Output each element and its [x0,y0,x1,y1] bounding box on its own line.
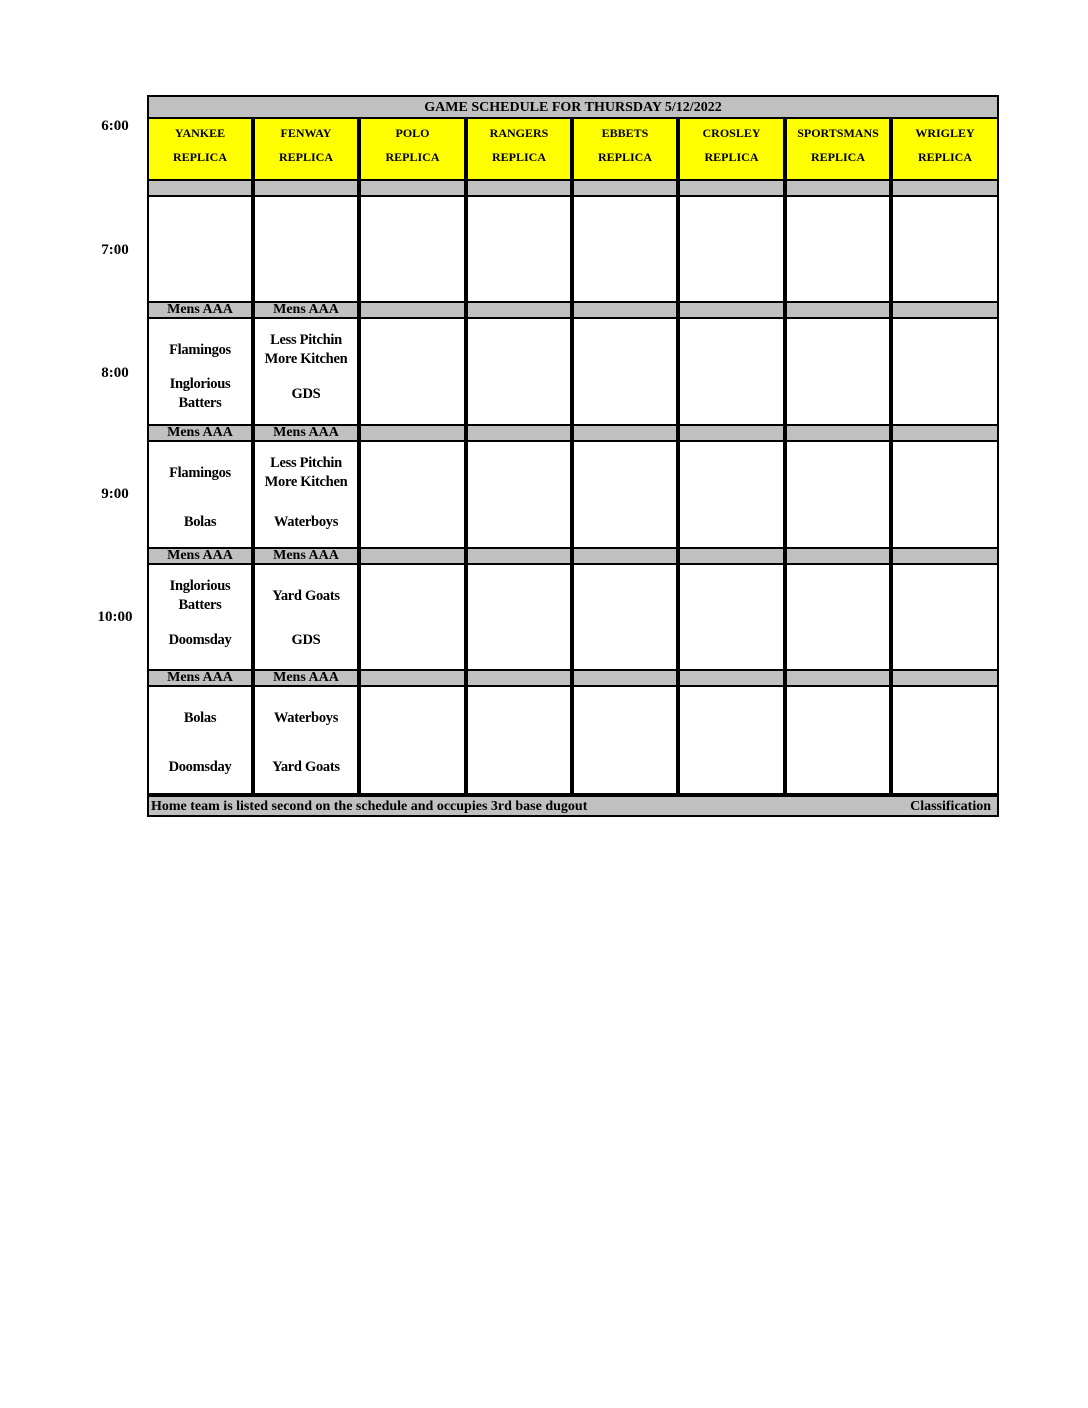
classification-cell [678,181,785,197]
game-cell [678,319,785,426]
game-cell [785,565,891,671]
field-type: REPLICA [491,150,546,164]
away-team: Flamingos [169,342,231,358]
away-team: Flamingos [169,465,231,481]
game-cell [678,197,785,303]
classification-cell [785,671,891,687]
classification-cell: Mens AAA [147,549,253,565]
game-cell [253,197,359,303]
time-label: 9:00 [101,486,129,502]
classification-cell [466,426,572,442]
game-cell [253,565,359,671]
away-team: Less Pitchin More Kitchen [264,455,348,490]
classification-cell [359,303,466,319]
away-team: Less Pitchin More Kitchen [264,332,348,367]
home-team-note: Home team is listed second on the schedule and occupies 3rd base dugout [151,799,588,814]
classification-band [147,549,999,565]
game-cell [147,319,253,426]
game-cell [785,687,891,795]
classification-band [147,181,999,197]
away-team: Waterboys [273,710,339,726]
classification-cell [572,181,678,197]
game-cell [359,565,466,671]
game-cell [253,687,359,795]
home-team: Inglorious Batters [169,376,231,411]
classification-cell [891,181,999,197]
away-team: Bolas [183,710,217,726]
field-name: EBBETS [601,126,649,140]
field-header-ebbets [572,119,678,181]
game-cell [891,687,999,795]
field-type: REPLICA [172,150,227,164]
classification-cell [678,671,785,687]
classification-cell [359,181,466,197]
classification-cell [359,426,466,442]
classification-cell [572,426,678,442]
classification-cell [572,671,678,687]
game-cell [785,197,891,303]
classification-cell [678,303,785,319]
game-cell [466,687,572,795]
home-team: Doomsday [168,759,232,775]
classification-cell [785,549,891,565]
field-name: WRIGLEY [915,126,975,140]
home-team: GDS [291,386,321,402]
home-team: GDS [291,632,321,648]
game-cell [147,687,253,795]
game-cell [891,442,999,549]
game-cell [147,565,253,671]
game-cell [466,197,572,303]
field-header-crosley [678,119,785,181]
game-cell [147,442,253,549]
game-cell [359,319,466,426]
game-cell [785,442,891,549]
classification-cell [891,426,999,442]
classification-cell [891,671,999,687]
classification-band [147,671,999,687]
game-cell [147,197,253,303]
classification-cell [785,181,891,197]
time-label: 6:00 [101,118,129,134]
field-header-wrigley [891,119,999,181]
game-cell [572,687,678,795]
away-team: Inglorious Batters [169,578,231,613]
field-type: REPLICA [704,150,759,164]
field-name: FENWAY [280,126,332,140]
classification-cell: Mens AAA [253,426,359,442]
game-cell [359,687,466,795]
game-cell [466,442,572,549]
schedule-footer [147,795,999,817]
field-type: REPLICA [278,150,333,164]
time-label: 8:00 [101,365,129,381]
classification-cell: Mens AAA [253,303,359,319]
schedule-title: GAME SCHEDULE FOR THURSDAY 5/12/2022 [147,95,999,119]
classification-cell [785,426,891,442]
game-cell [253,442,359,549]
game-cell [678,442,785,549]
field-header-sportsmans [785,119,891,181]
field-type: REPLICA [917,150,972,164]
field-name: SPORTSMANS [797,126,879,140]
game-cell [572,319,678,426]
classification-cell [253,181,359,197]
game-cell [466,565,572,671]
field-header-row [147,119,999,181]
game-cell [891,565,999,671]
game-cell [678,565,785,671]
game-cell [572,442,678,549]
field-header-fenway [253,119,359,181]
classification-band [147,303,999,319]
classification-cell [572,303,678,319]
classification-cell [359,671,466,687]
time-slot-row [147,319,999,426]
game-cell [466,319,572,426]
classification-cell [891,303,999,319]
field-header-rangers [466,119,572,181]
time-slot-row [147,687,999,795]
game-cell [359,197,466,303]
time-slot-row [147,197,999,303]
field-header-yankee [147,119,253,181]
classification-cell [572,549,678,565]
time-slot-row [147,442,999,549]
classification-cell [891,549,999,565]
classification-cell [466,671,572,687]
field-header-polo [359,119,466,181]
home-team: Yard Goats [272,759,340,775]
time-slot-row [147,565,999,671]
classification-cell: Mens AAA [253,671,359,687]
field-type: REPLICA [810,150,865,164]
field-name: POLO [395,126,430,140]
game-cell [572,565,678,671]
field-type: REPLICA [597,150,652,164]
classification-cell [678,549,785,565]
classification-cell [466,303,572,319]
time-label: 7:00 [101,242,129,258]
classification-cell [678,426,785,442]
classification-cell [359,549,466,565]
classification-cell [785,303,891,319]
game-cell [678,687,785,795]
classification-band [147,426,999,442]
game-cell [359,442,466,549]
classification-cell: Mens AAA [147,303,253,319]
game-cell [253,319,359,426]
classification-legend: Classification [910,799,991,814]
field-type: REPLICA [385,150,440,164]
field-name: YANKEE [174,126,226,140]
game-cell [785,319,891,426]
home-team: Doomsday [168,632,232,648]
classification-cell: Mens AAA [147,671,253,687]
game-cell [891,197,999,303]
game-cell [572,197,678,303]
time-label: 10:00 [97,609,133,625]
classification-cell [466,181,572,197]
classification-cell: Mens AAA [147,426,253,442]
classification-cell: Mens AAA [253,549,359,565]
away-team: Yard Goats [272,588,340,604]
home-team: Waterboys [273,514,339,530]
classification-cell [466,549,572,565]
field-name: RANGERS [489,126,549,140]
field-name: CROSLEY [702,126,761,140]
classification-cell [147,181,253,197]
game-cell [891,319,999,426]
home-team: Bolas [183,514,217,530]
